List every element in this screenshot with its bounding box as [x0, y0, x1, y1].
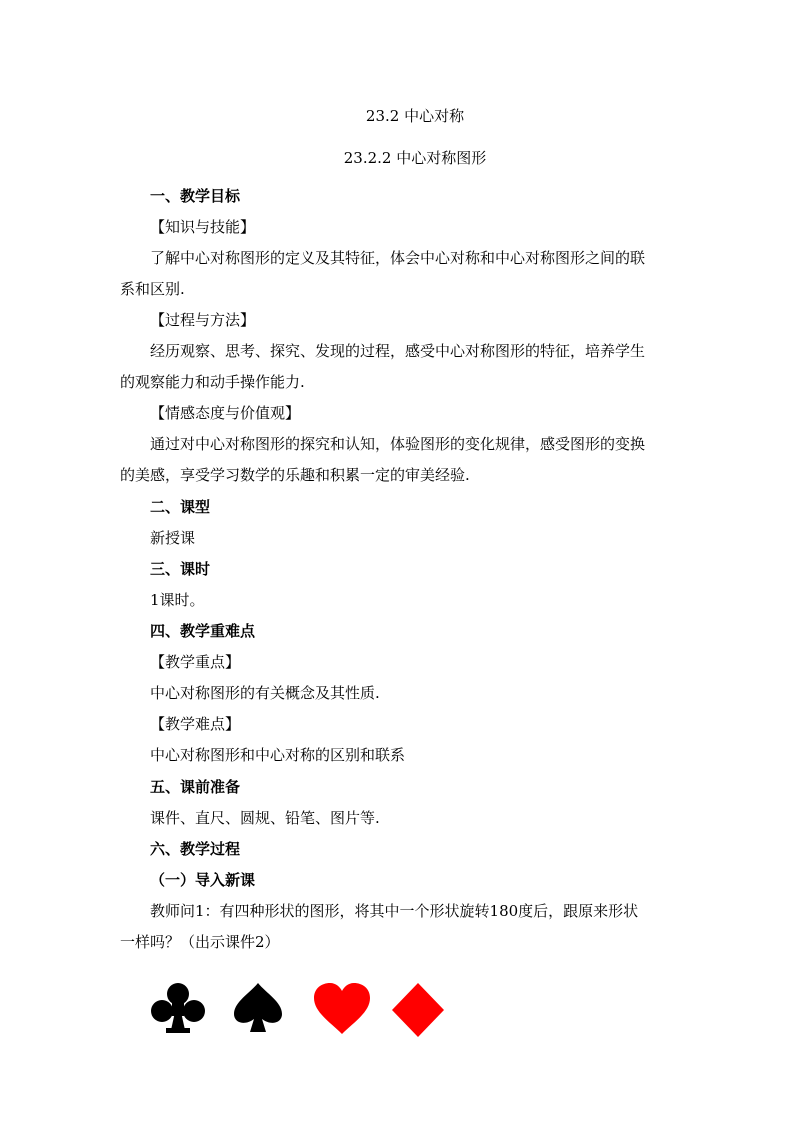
- paragraph-knowledge-line2: 系和区别.: [120, 280, 185, 298]
- page-subtitle: 23.2.2 中心对称图形: [343, 149, 487, 167]
- label-process-methods: 【过程与方法】: [150, 311, 256, 329]
- preparation-text: 课件、直尺、圆规、铅笔、图片等.: [150, 809, 380, 827]
- section-heading-lesson-type: 二、课型: [150, 498, 211, 516]
- paragraph-emotion-line2: 的美感，享受学习数学的乐趣和积累一定的审美经验.: [120, 466, 470, 484]
- section-heading-process: 六、教学过程: [150, 840, 241, 858]
- diamond-icon: [386, 980, 450, 1040]
- lesson-type-text: 新授课: [150, 529, 196, 547]
- spade-icon: [226, 980, 290, 1040]
- question-1-line2: 一样吗？（出示课件2）: [120, 933, 280, 951]
- difficult-point-text: 中心对称图形和中心对称的区别和联系: [150, 746, 406, 764]
- club-icon: [146, 980, 210, 1040]
- heart-icon: [310, 980, 374, 1040]
- section-heading-key-points: 四、教学重难点: [150, 622, 256, 640]
- subsection-heading-intro: （一）导入新课: [150, 871, 256, 889]
- label-knowledge-skills: 【知识与技能】: [150, 218, 256, 236]
- section-heading-periods: 三、课时: [150, 560, 211, 578]
- paragraph-knowledge-line1: 了解中心对称图形的定义及其特征，体会中心对称和中心对称图形之间的联: [150, 249, 646, 267]
- question-1-line1: 教师问1：有四种形状的图形，将其中一个形状旋转180度后，跟原来形状: [150, 902, 639, 920]
- label-emotion-values: 【情感态度与价值观】: [150, 404, 301, 422]
- paragraph-process-line2: 的观察能力和动手操作能力.: [120, 373, 305, 391]
- periods-text: 1课时。: [150, 591, 205, 609]
- paragraph-emotion-line1: 通过对中心对称图形的探究和认知，体验图形的变化规律，感受图形的变换: [150, 435, 646, 453]
- label-key-point: 【教学重点】: [150, 653, 241, 671]
- section-heading-preparation: 五、课前准备: [150, 778, 241, 796]
- section-heading-objectives: 一、教学目标: [150, 187, 241, 205]
- key-point-text: 中心对称图形的有关概念及其性质.: [150, 684, 380, 702]
- label-difficult-point: 【教学难点】: [150, 715, 241, 733]
- page-title: 23.2 中心对称: [365, 107, 465, 125]
- paragraph-process-line1: 经历观察、思考、探究、发现的过程，感受中心对称图形的特征，培养学生: [150, 342, 646, 360]
